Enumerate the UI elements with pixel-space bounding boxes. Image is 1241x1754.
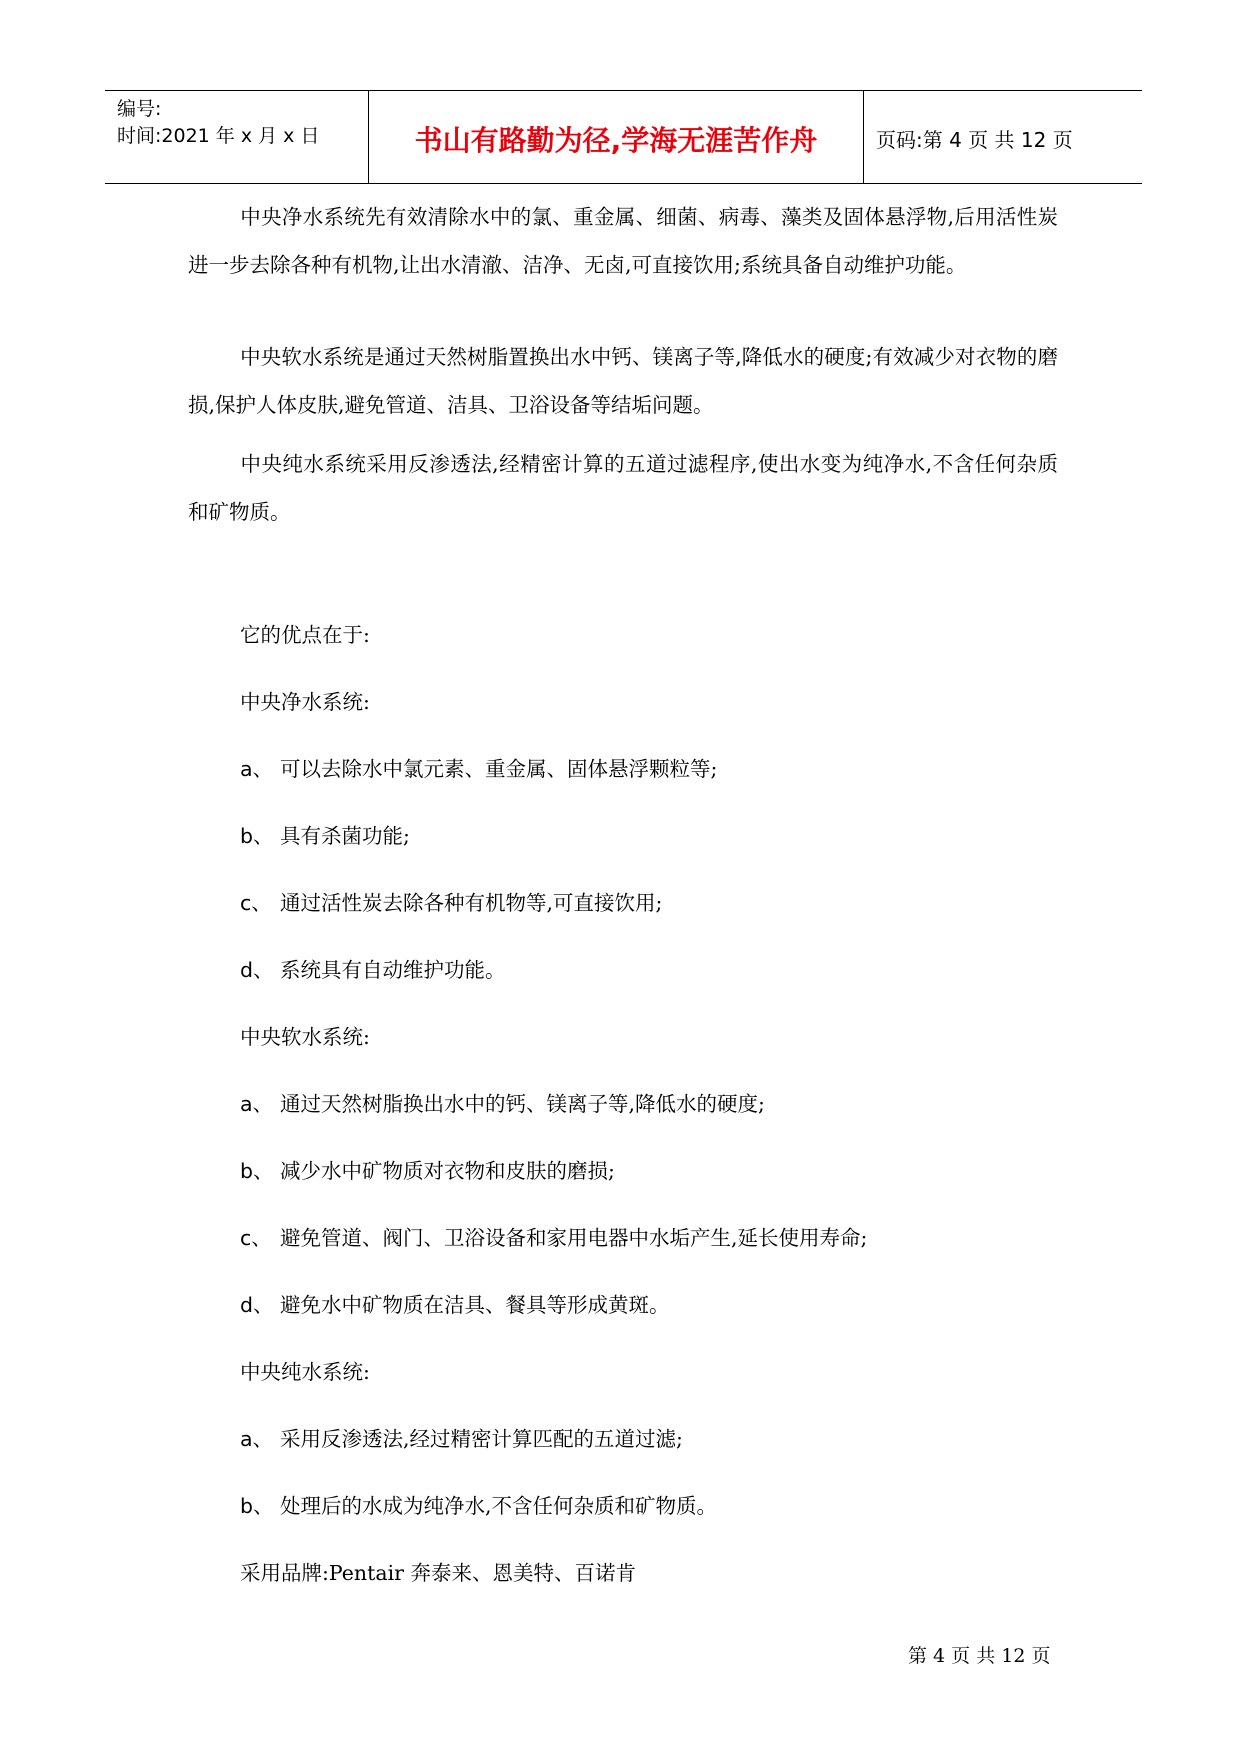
list-item: b、 具有杀菌功能; [240,824,410,848]
header-page-cell [864,91,1142,183]
brands-line: 采用品牌:Pentair 奔泰来、恩美特、百诺肯 [240,1561,636,1585]
page-header [105,90,1142,184]
paragraph-pure-water: 中央纯水系统采用反渗透法,经精密计算的五道过滤程序,使出水变为纯净水,不含任何杂质和矿物质。 [188,452,1058,524]
header-page-number: 页码:第 4 页 共 12 页 [876,128,1073,152]
list-item: c、 通过活性炭去除各种有机物等,可直接饮用; [240,891,663,915]
header-motto: 书山有路勤为径,学海无涯苦作舟 [414,124,818,157]
pure-heading: 中央纯水系统: [240,1360,370,1384]
paragraph-softening: 中央软水系统是通过天然树脂置换出水中钙、镁离子等,降低水的硬度;有效减少对衣物的磨损,保护人体皮肤,避免管道、洁具、卫浴设备等结垢问题。 [188,345,1058,417]
page-footer: 第 4 页 共 12 页 [908,1645,1051,1667]
soft-heading: 中央软水系统: [240,1025,370,1049]
list-item: b、 减少水中矿物质对衣物和皮肤的磨损; [240,1159,615,1183]
advantages-heading: 它的优点在于: [240,623,370,647]
document-number-label: 编号: [117,98,162,120]
list-item: c、 避免管道、阀门、卫浴设备和家用电器中水垢产生,延长使用寿命; [240,1226,868,1250]
list-item: d、 避免水中矿物质在洁具、餐具等形成黄斑。 [240,1293,670,1317]
paragraph-purification: 中央净水系统先有效清除水中的氯、重金属、细菌、病毒、藻类及固体悬浮物,后用活性炭进一步去除各种有机物,让出水清澈、洁净、无卤,可直接饮用;系统具备自动维护功能。 [188,205,1058,277]
list-item: b、 处理后的水成为纯净水,不含任何杂质和矿物质。 [240,1494,718,1518]
list-item: a、 通过天然树脂换出水中的钙、镁离子等,降低水的硬度; [240,1092,765,1116]
header-meta-cell [105,91,369,183]
list-item: a、 可以去除水中氯元素、重金属、固体悬浮颗粒等; [240,757,718,781]
purify-heading: 中央净水系统: [240,690,370,714]
list-item: a、 采用反渗透法,经过精密计算匹配的五道过滤; [240,1427,683,1451]
header-motto-cell [369,91,864,183]
list-item: d、 系统具有自动维护功能。 [240,958,506,982]
document-time-label: 时间:2021 年 x 月 x 日 [117,125,320,147]
